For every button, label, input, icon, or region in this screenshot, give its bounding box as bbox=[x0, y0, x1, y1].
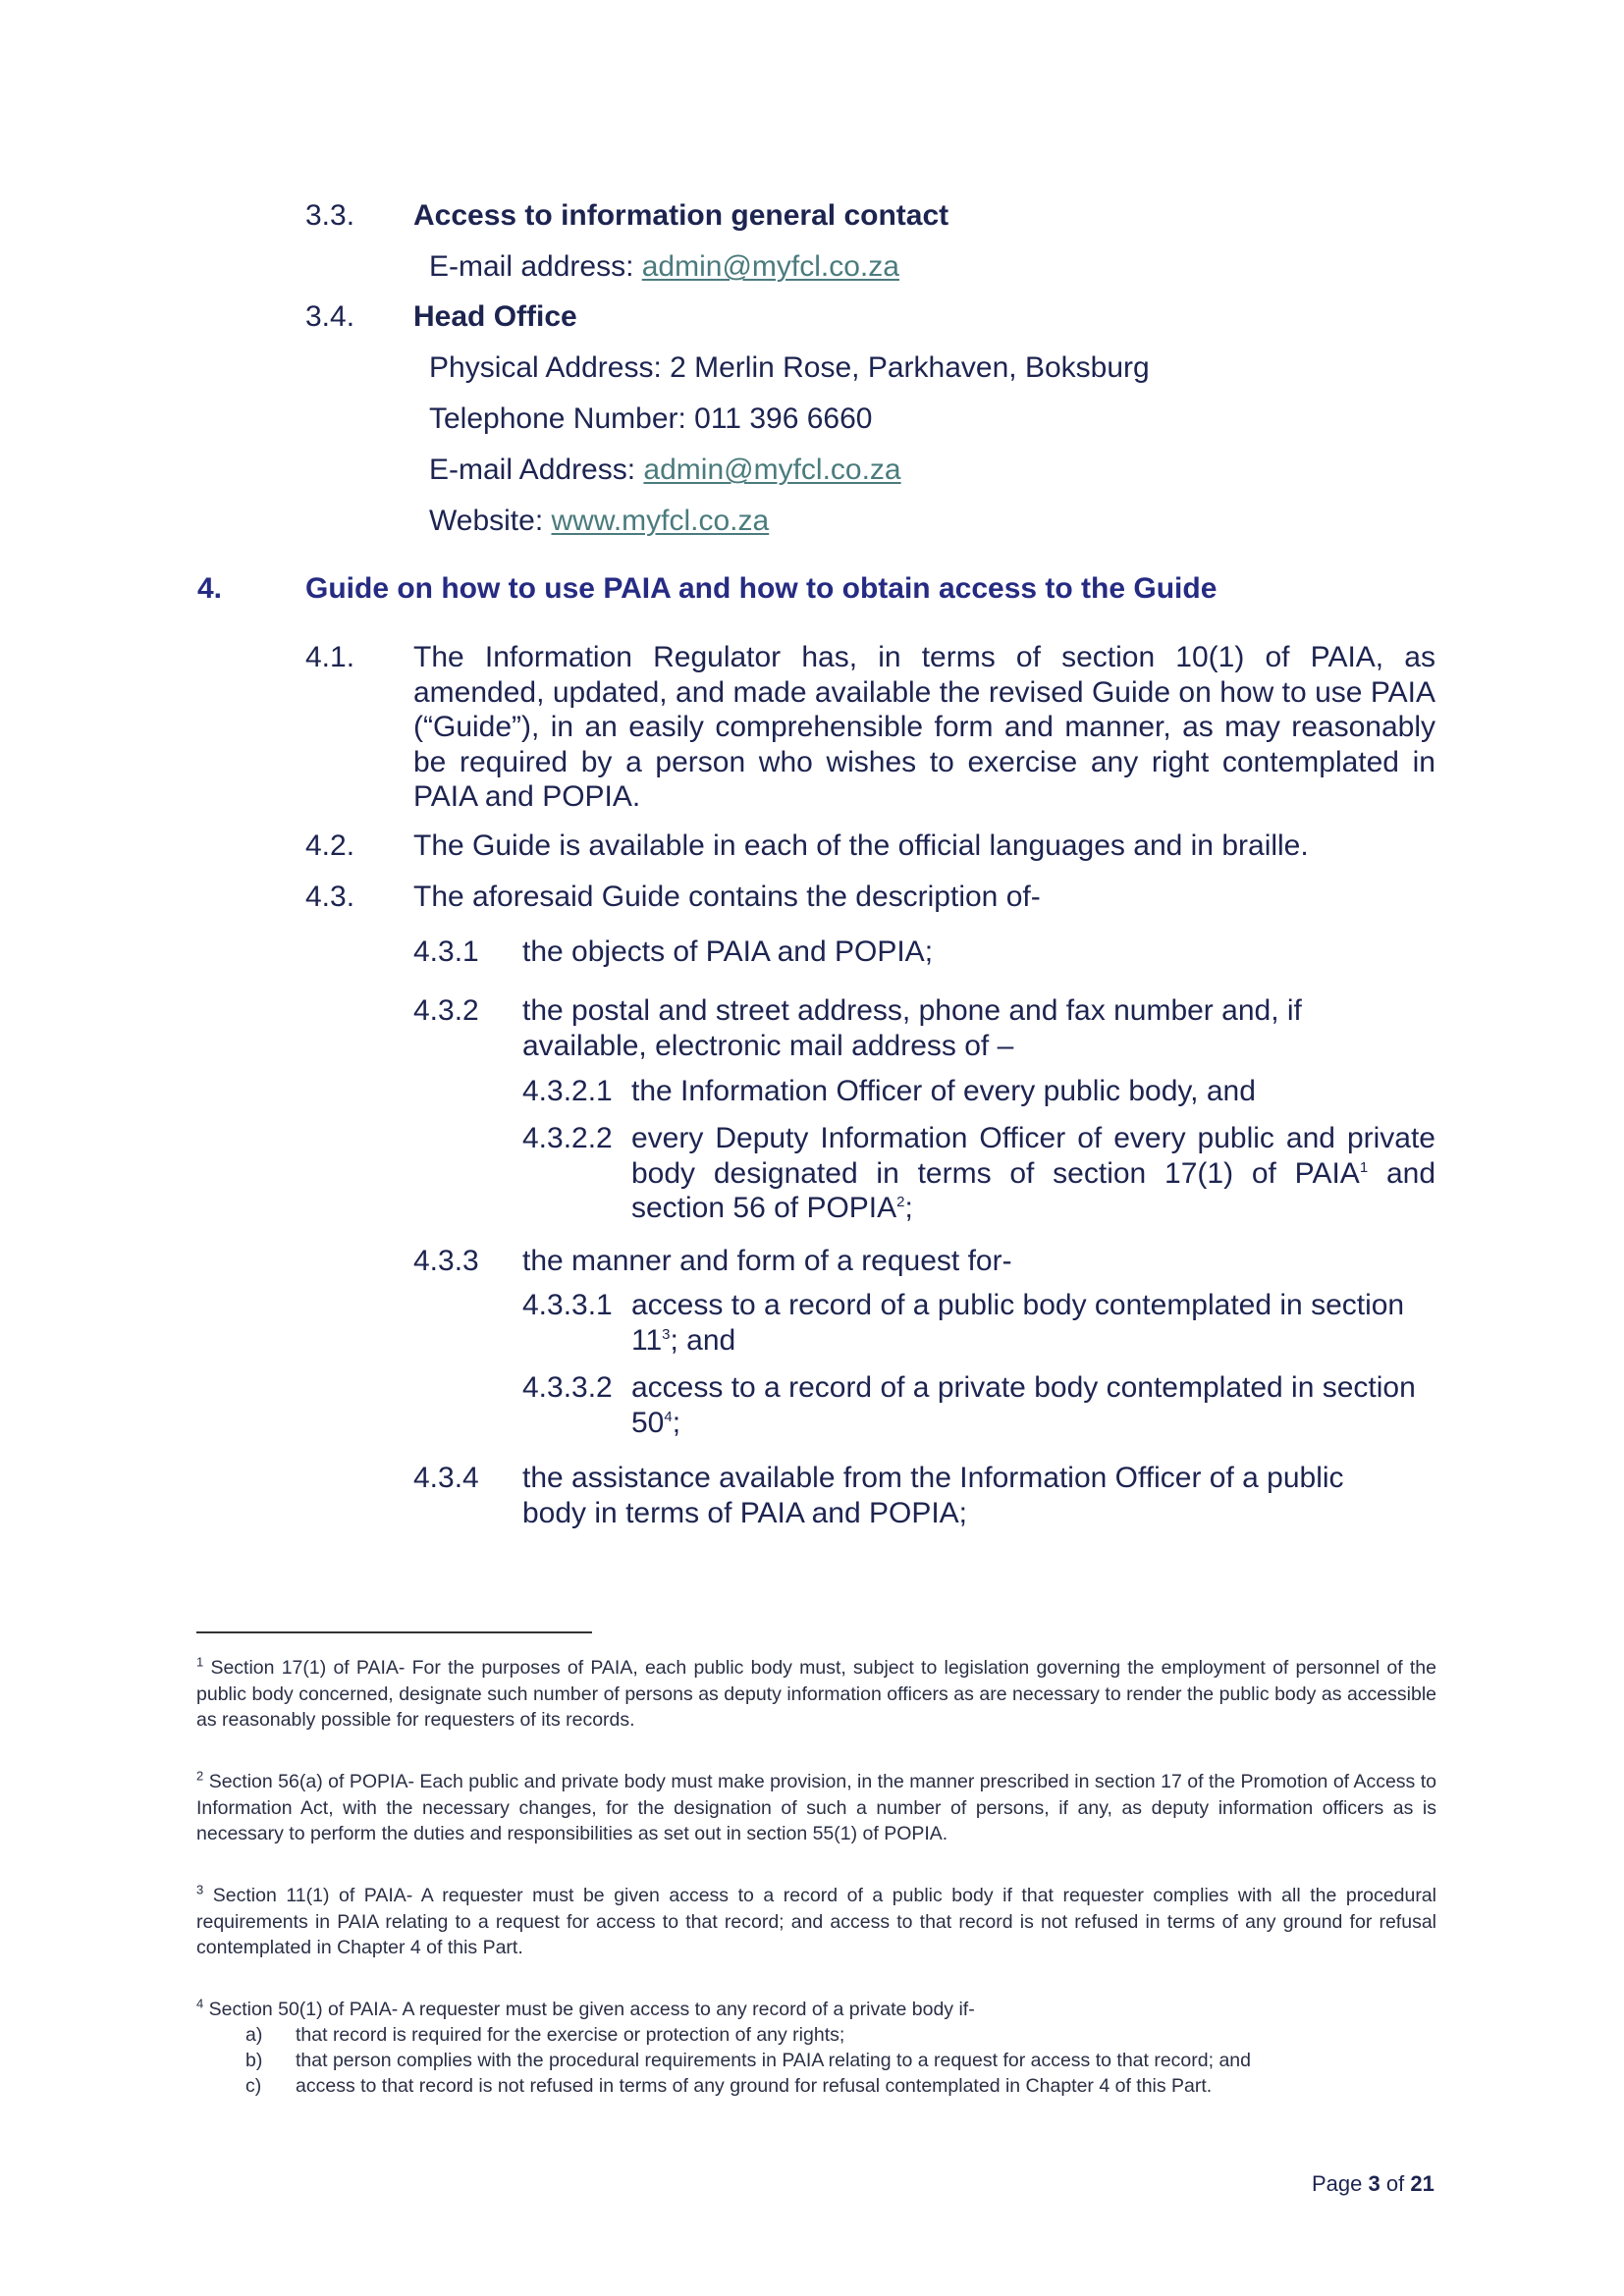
page-prefix: Page bbox=[1312, 2171, 1369, 2196]
item-text-4-3-2-line2: available, electronic mail address of – bbox=[522, 1030, 1014, 1062]
footnote-4-item-label-a: a) bbox=[245, 2024, 263, 2046]
item-number-4-3-1: 4.3.1 bbox=[413, 935, 479, 968]
section-title-3-4: Head Office bbox=[413, 300, 577, 333]
section-number-4: 4. bbox=[197, 572, 223, 605]
general-contact-email-link[interactable]: admin@myfcl.co.za bbox=[641, 250, 899, 283]
section-number-3-4: 3.4. bbox=[305, 300, 355, 333]
item-number-4-3-3: 4.3.3 bbox=[413, 1245, 479, 1277]
item-number-4-1: 4.1. bbox=[305, 641, 355, 673]
footnote-ref-4[interactable]: 4 bbox=[664, 1409, 673, 1425]
text-segment: 50 bbox=[631, 1407, 665, 1439]
physical-address: Physical Address: 2 Merlin Rose, Parkhaven, Boksburg bbox=[429, 351, 1150, 384]
footnote-ref-1[interactable]: 1 bbox=[1359, 1158, 1369, 1176]
text-segment: and section 56 of POPIA bbox=[631, 1156, 1436, 1224]
footnote-2 bbox=[196, 1769, 1436, 1847]
item-text-4-3-3-1-line1: access to a record of a public body contemplated in section bbox=[631, 1289, 1405, 1321]
footnote-marker: 4 bbox=[196, 1996, 204, 2011]
section-number-3-3: 3.3. bbox=[305, 199, 355, 232]
telephone-number: Telephone Number: 011 396 6660 bbox=[429, 402, 873, 435]
item-text-4-3-2-2 bbox=[631, 1121, 1435, 1226]
item-number-4-3: 4.3. bbox=[305, 881, 355, 913]
text-segment: 11 bbox=[631, 1324, 663, 1357]
footnote-3 bbox=[196, 1883, 1436, 1961]
item-number-4-2: 4.2. bbox=[305, 829, 355, 862]
item-number-4-3-4: 4.3.4 bbox=[413, 1462, 479, 1494]
item-text-4-3-2-1: the Information Officer of every public body, and bbox=[631, 1075, 1256, 1107]
website-label: Website: bbox=[429, 505, 552, 537]
item-number-4-3-2-2: 4.3.2.2 bbox=[522, 1122, 613, 1154]
item-text-4-3-1: the objects of PAIA and POPIA; bbox=[522, 935, 934, 968]
footnote-4-item-text-c: access to that record is not refused in terms of any ground for refusal contemplated in Chapter 4 of this Part. bbox=[296, 2075, 1213, 2097]
footnote-marker: 2 bbox=[196, 1768, 204, 1784]
item-number-4-3-3-1: 4.3.3.1 bbox=[522, 1289, 613, 1321]
website-link[interactable]: www.myfcl.co.za bbox=[551, 505, 770, 537]
footnote-text: Section 56(a) of POPIA- Each public and private body must make provision, in the manner prescribed in section 17 of the Promotion of Access to Information Act, with the necessary changes, for the designation of such a number of persons, if any, as deputy information officers as is necessary to perform the duties and responsibilities as set out in section 55(1) of POPIA. bbox=[196, 1771, 1437, 1844]
footnote-ref-3[interactable]: 3 bbox=[662, 1326, 671, 1343]
section-title-3-3: Access to information general contact bbox=[413, 199, 949, 232]
email-label: E-mail address: bbox=[429, 250, 642, 283]
item-text-4-3-2-line1: the postal and street address, phone and fax number and, if bbox=[522, 994, 1302, 1027]
footnote-marker: 1 bbox=[196, 1654, 204, 1670]
item-text-4-3-3-2-line1: access to a record of a private body contemplated in section bbox=[631, 1371, 1416, 1404]
head-office-email-link[interactable]: admin@myfcl.co.za bbox=[643, 454, 901, 486]
footnote-text: Section 50(1) of PAIA- A requester must be given access to any record of a private body if- bbox=[208, 1999, 975, 2020]
website-line bbox=[429, 504, 769, 539]
text-segment: ; bbox=[904, 1192, 913, 1224]
page-current: 3 bbox=[1368, 2171, 1380, 2196]
footnote-ref-2[interactable]: 2 bbox=[896, 1194, 905, 1210]
email-label: E-mail Address: bbox=[429, 454, 644, 486]
item-number-4-3-2: 4.3.2 bbox=[413, 994, 479, 1027]
item-text-4-1: The Information Regulator has, in terms of section 10(1) of PAIA, as amended, updated, and made available the revised Guide on how to use PAIA (“Guide”), in an easily comprehensible form and manner, as may reasonably be required by a person who wishes to exercise any right contemplated in PAIA and POPIA. bbox=[413, 641, 1435, 813]
footnote-4-item-label-b: b) bbox=[245, 2050, 263, 2071]
footnote-4-item-label-c: c) bbox=[245, 2075, 262, 2097]
item-text-4-3-3-2-line2 bbox=[631, 1406, 680, 1441]
item-text-4-2: The Guide is available in each of the official languages and in braille. bbox=[413, 829, 1309, 862]
footnote-1 bbox=[196, 1655, 1436, 1734]
page-total: 21 bbox=[1410, 2171, 1435, 2196]
head-office-email-line bbox=[429, 453, 901, 488]
general-contact-email-line bbox=[429, 249, 899, 285]
footnote-separator bbox=[196, 1631, 592, 1633]
item-text-4-3-3: the manner and form of a request for- bbox=[522, 1245, 1012, 1277]
text-segment: every Deputy Information Officer of every public and private body designated in terms of section 17(1) of PAIA bbox=[631, 1122, 1435, 1190]
text-segment: ; bbox=[672, 1407, 681, 1439]
footnote-4-item-text-a: that record is required for the exercise or protection of any rights; bbox=[296, 2024, 845, 2046]
text-segment: ; and bbox=[670, 1324, 736, 1357]
item-text-4-3-3-1-line2 bbox=[631, 1323, 735, 1359]
item-text-4-3: The aforesaid Guide contains the description of- bbox=[413, 881, 1041, 913]
footnote-4 bbox=[196, 1997, 1436, 2023]
footnote-text: Section 17(1) of PAIA- For the purposes of PAIA, each public body must, subject to legislation governing the employment of personnel of the public body concerned, designate such number of persons as deputy information officers as are necessary to render the public body as accessible as reasonably possible for requesters of its records. bbox=[196, 1657, 1436, 1731]
item-text-4-3-4-line2: body in terms of PAIA and POPIA; bbox=[522, 1497, 968, 1529]
page-number bbox=[1312, 2171, 1435, 2197]
item-number-4-3-2-1: 4.3.2.1 bbox=[522, 1075, 613, 1107]
footnote-4-item-text-b: that person complies with the procedural requirements in PAIA relating to a request for access to that record; and bbox=[296, 2050, 1251, 2071]
page-sep: of bbox=[1380, 2171, 1411, 2196]
item-number-4-3-3-2: 4.3.3.2 bbox=[522, 1371, 613, 1404]
footnote-marker: 3 bbox=[196, 1882, 204, 1897]
item-text-4-3-4-line1: the assistance available from the Information Officer of a public bbox=[522, 1462, 1344, 1494]
section-title-4: Guide on how to use PAIA and how to obtain access to the Guide bbox=[305, 572, 1218, 605]
footnote-text: Section 11(1) of PAIA- A requester must be given access to a record of a public body if that requester complies with all the procedural requirements in PAIA relating to a request for access to that record; and access to that record is not refused in terms of any ground for refusal contemplated in Chapter 4 of this Part. bbox=[196, 1885, 1436, 1958]
